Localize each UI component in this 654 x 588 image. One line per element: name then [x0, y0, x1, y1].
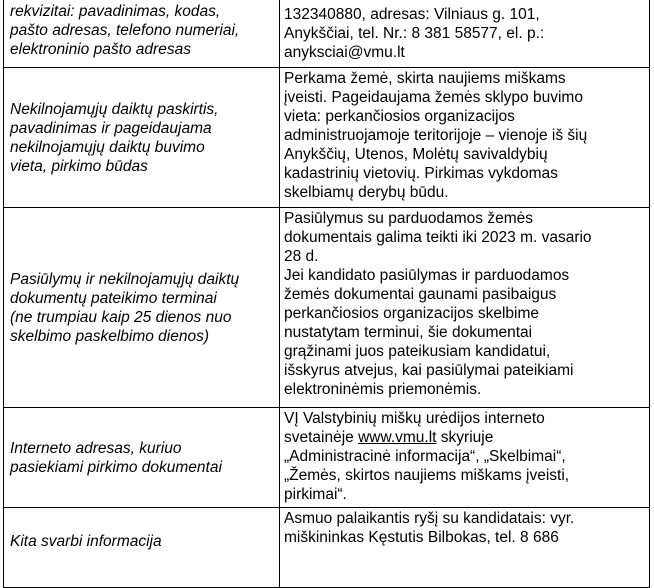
value-line: Jei kandidato pasiūlymas ir parduodamos [284, 267, 570, 284]
label-line: rekvizitai: pavadinimas, kodas, [10, 3, 221, 20]
value-line-with-link [284, 428, 643, 447]
label-line: (ne trumpiau kaip 25 dienos nuo [10, 308, 232, 326]
value-line: Anykščiai, tel. Nr.: 8 381 58577, el. p.: [284, 25, 545, 42]
table-row-contacts [4, 0, 650, 68]
value-cell-deadlines [280, 208, 650, 408]
value-cell-contacts [280, 0, 650, 68]
label-cell-purpose [4, 68, 280, 208]
label-line: skelbimo paskelbimo dienos) [10, 327, 210, 345]
value-cell-purpose [280, 68, 650, 208]
label-line: nekilnojamųjų daiktų buvimo [10, 138, 205, 156]
table-row-deadlines [4, 208, 650, 408]
label-line: Interneto adresas, kuriuo [10, 439, 182, 457]
label-line: dokumentų pateikimo terminai [10, 289, 217, 307]
value-line: kadastrinių vietovių. Pirkimas vykdomas [284, 165, 558, 182]
label-line: Pasiūlymų ir nekilnojamųjų daiktų [10, 270, 240, 288]
label-line: pašto adresas, telefono numeriai, [10, 22, 240, 39]
value-line: nustatytam terminui, šie dokumentai [284, 324, 533, 341]
value-line: Anykščių, Utenos, Molėtų savivaldybių [284, 146, 548, 163]
link-suffix: skyriuje [436, 429, 494, 446]
value-line: 132340880, adresas: Vilniaus g. 101, [284, 6, 540, 23]
label-line: Nekilnojamųjų daiktų paskirtis, [10, 100, 219, 118]
value-cell-internet [280, 408, 650, 508]
value-line: miškininkas Kęstutis Bilbokas, tel. 8 686 [284, 529, 559, 546]
table-row-internet [4, 408, 650, 508]
vmu-website-link[interactable]: www.vmu.lt [358, 429, 437, 446]
value-line: anyksciai@vmu.lt [284, 44, 405, 61]
value-line: VĮ Valstybinių miškų urėdijos interneto [284, 410, 545, 427]
value-line: Asmuo palaikantis ryšį su kandidatais: vyr. [284, 510, 575, 527]
value-line: dokumentais galima teikti iki 2023 m. vasario [284, 229, 592, 246]
label-line: elektroninio pašto adresas [10, 41, 191, 58]
value-line: pirkimai“. [284, 486, 347, 503]
label-cell-other-info [4, 508, 280, 588]
value-cell-other-info [280, 508, 650, 588]
value-line: grąžinami juos pateikusiam kandidatui, [284, 343, 551, 360]
value-line: vieta: perkančiosios organizacijos [284, 108, 515, 125]
label-line: pavadinimas ir pageidaujama [10, 119, 212, 137]
value-line: Perkama žemė, skirta naujiems miškams [284, 70, 566, 87]
value-line: perkančiosios organizacijos skelbime [284, 305, 540, 322]
value-line: Pasiūlymus su parduodamos žemės [284, 210, 533, 227]
link-prefix: svetainėje [284, 429, 359, 446]
label-cell-deadlines [4, 208, 280, 408]
label-line: vieta, pirkimo būdas [10, 157, 148, 175]
value-line: 28 d. [284, 248, 319, 265]
value-line: išskyrus atvejus, kai pasiūlymai pateikiami [284, 362, 574, 379]
document-table [3, 0, 650, 588]
value-line: administruojamoje teritorijoje – vienoje iš šių [284, 127, 588, 144]
value-line: elektroninėmis priemonėmis. [284, 381, 482, 398]
label-cell-internet [4, 408, 280, 508]
label-line: Kita svarbi informacija [10, 533, 162, 550]
table-row-purpose [4, 68, 650, 208]
value-line: žemės dokumentai gaunami pasibaigus [284, 286, 557, 303]
value-line: „Žemės, skirtos naujiems miškams įveisti, [284, 467, 570, 484]
table-row-other-info [4, 508, 650, 588]
label-line: pasiekiami pirkimo dokumentai [10, 458, 222, 476]
label-cell-contacts [4, 0, 280, 68]
value-line: įveisti. Pageidaujama žemės sklypo buvimo [284, 89, 583, 106]
value-line: skelbiamų derybų būdu. [284, 184, 449, 201]
value-line: „Administracinė informacija“, „Skelbimai“, [284, 448, 566, 465]
